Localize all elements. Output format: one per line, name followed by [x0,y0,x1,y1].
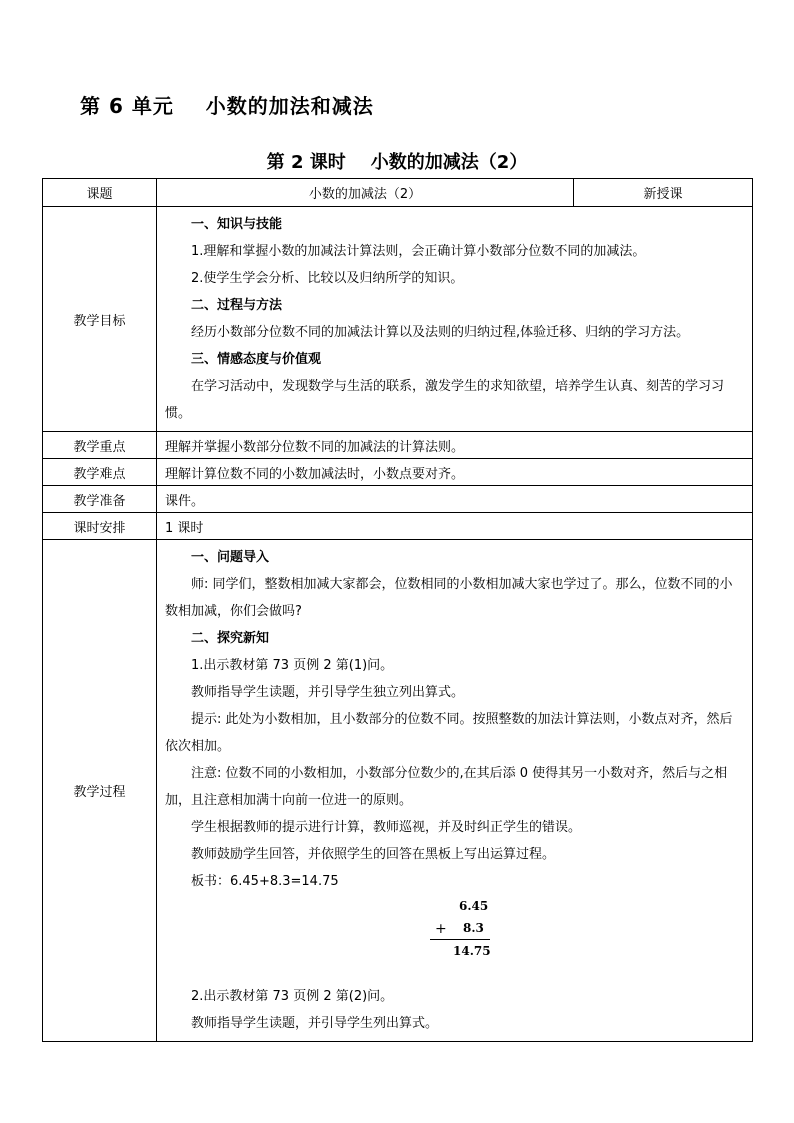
difficulty-row [43,459,753,486]
paragraph: 1.出示教材第 73 页例 2 第(1)问。 [191,658,394,673]
schedule-text: 1 课时 [157,513,753,540]
vertical-addition [165,899,744,981]
preparation-label: 教学准备 [43,486,157,513]
paragraph: 教师指导学生读题，并引导学生独立列出算式。 [191,685,465,700]
paragraph: 教师鼓励学生回答，并依照学生的回答在黑板上写出运算过程。 [191,847,556,862]
key-point-row [43,432,753,459]
process-content [157,540,753,1042]
section-heading: 一、知识与技能 [191,217,283,232]
preparation-row [43,486,753,513]
section-heading: 三、情感态度与价值观 [191,352,322,367]
paragraph: 经历小数部分位数不同的加减法计算以及法则的归纳过程,体验迁移、归纳的学习方法。 [191,325,690,340]
key-point-text: 理解并掌握小数部分位数不同的加减法的计算法则。 [157,432,753,459]
objectives-row [43,207,753,432]
plus-sign: + [435,921,447,937]
topic-label: 课题 [43,179,157,207]
schedule-label: 课时安排 [43,513,157,540]
paragraph: 学生根据教师的提示进行计算，教师巡视，并及时纠正学生的错误。 [191,820,582,835]
paragraph: 提示: 此处为小数相加，且小数部分的位数不同。按照整数的加法计算法则，小数点对齐，然后依次相加。 [165,712,733,754]
paragraph: 2.出示教材第 73 页例 2 第(2)问。 [191,989,394,1004]
paragraph: 在学习活动中，发现数学与生活的联系，激发学生的求知欲望，培养学生认真、刻苦的学习习惯。 [165,379,725,421]
paragraph: 注意: 位数不同的小数相加，小数部分位数少的,在其后添 0 使得其另一小数对齐，然后与之相加，且注意相加满十向前一位进一的原则。 [165,766,728,808]
paragraph: 教师指导学生读题，并引导学生列出算式。 [191,1016,439,1031]
topic-value: 小数的加减法（2） [157,179,574,207]
addend-b: 8.3 [463,921,484,935]
difficulty-text: 理解计算位数不同的小数加减法时，小数点要对齐。 [157,459,753,486]
difficulty-label: 教学难点 [43,459,157,486]
process-label: 教学过程 [43,540,157,1042]
objectives-content [157,207,753,432]
paragraph: 1.理解和掌握小数的加减法计算法则，会正确计算小数部分位数不同的加减法。 [191,244,646,259]
lesson-title: 第 2 课时 小数的加减法（2） [266,152,528,173]
lesson-type: 新授课 [574,179,753,207]
objectives-label: 教学目标 [43,207,157,432]
process-row [43,540,753,1042]
section-heading: 二、过程与方法 [191,298,283,313]
sum-line [430,939,490,940]
unit-title: 第 6 单元 小数的加法和减法 [80,94,374,118]
paragraph: 2.使学生学会分析、比较以及归纳所学的知识。 [191,271,464,286]
paragraph: 板书：6.45+8.3=14.75 [191,874,339,889]
addend-a: 6.45 [459,899,489,913]
header-row [43,179,753,207]
key-point-label: 教学重点 [43,432,157,459]
schedule-row [43,513,753,540]
section-heading: 二、探究新知 [191,631,270,646]
sum-result: 14.75 [453,944,491,958]
preparation-text: 课件。 [157,486,753,513]
section-heading: 一、问题导入 [191,550,270,565]
lesson-plan-table [42,178,753,1042]
paragraph: 师: 同学们，整数相加减大家都会，位数相同的小数相加减大家也学过了。那么，位数不同的小数相加减，你们会做吗? [165,577,733,619]
